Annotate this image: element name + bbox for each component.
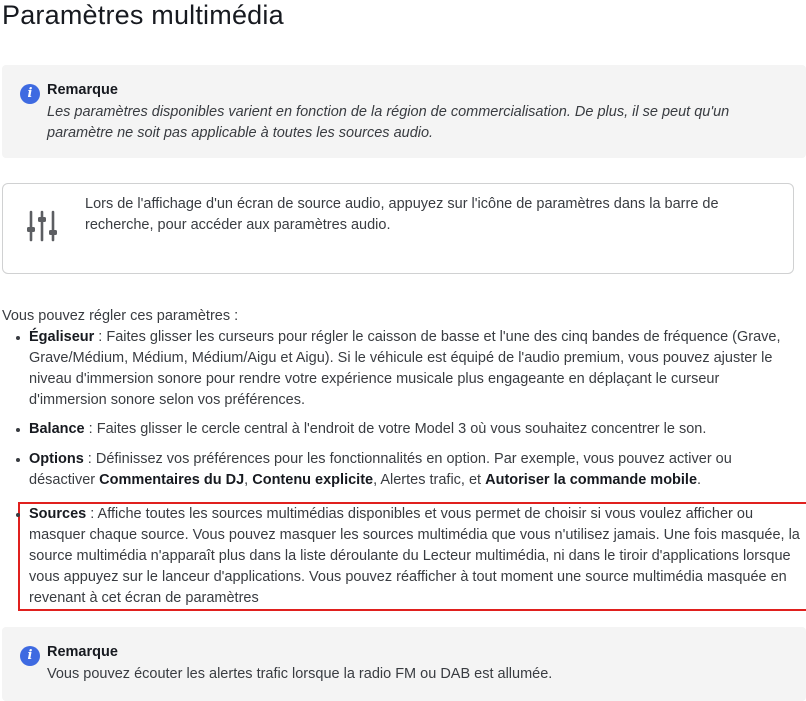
list-item-sources-highlighted [20, 504, 806, 609]
settings-intro: Vous pouvez régler ces paramètres : [2, 308, 239, 324]
item-description: : Définissez vos préférences pour les fonctionnalités en option. Par exemple, vous pouvez activer ou désactiver [29, 451, 732, 488]
note-body: Les paramètres disponibles varient en fonction de la région de commercialisation. De plus, il se peut qu'un paramètre ne soit pas applicable à toutes les sources audio. [47, 104, 730, 141]
option-explicit-content: Contenu explicite [252, 472, 374, 488]
option-mobile-control: Autoriser la commande mobile [485, 472, 698, 488]
settings-list [0, 327, 806, 609]
info-icon: i [20, 84, 40, 104]
list-item-balance [0, 419, 806, 440]
term-label: Balance [29, 421, 85, 437]
term-label: Égaliseur [29, 329, 95, 345]
term-label: Sources [29, 506, 87, 522]
item-description: . [697, 472, 702, 488]
tip-text: Lors de l'affichage d'un écran de source audio, appuyez sur l'icône de paramètres dans la barre de recherche, pour accéder aux paramètres audio. [85, 196, 719, 233]
option-dj-commentary: Commentaires du DJ [99, 472, 245, 488]
item-description: , Alertes trafic, et [373, 472, 486, 488]
note-title: Remarque [47, 644, 118, 660]
info-icon: i [20, 646, 40, 666]
separator: , [244, 472, 253, 488]
list-item-options [0, 449, 806, 491]
note-title: Remarque [47, 82, 118, 98]
item-description: : Affiche toutes les sources multimédias disponibles et vous permet de choisir si vous voulez afficher ou masquer chaque source. Vous pouvez masquer les sources multimédia que vous n'utilisez jamais. Une fois masquée, la source multimédia n'apparaît plus dans la liste déroulante du Lecteur multimédia, ni dans le tiroir d'applications lorsque vous appuyez sur le lanceur d'applications. Vous pouvez réafficher à tout moment une source multimédia masquée en revenant à cet écran de paramètres [29, 506, 800, 606]
sliders-icon [25, 208, 59, 244]
term-label: Options [29, 451, 84, 467]
note-body: Vous pouvez écouter les alertes trafic lorsque la radio FM ou DAB est allumée. [47, 666, 553, 682]
item-description: : Faites glisser les curseurs pour régler le caisson de basse et l'une des cinq bandes de fréquence (Grave, Grave/Médium, Médium, Médium/Aigu et Aigu). Si le véhicule est équipé de l'audio premium, vous pouvez ajuster le niveau d'immersion sonore pour rendre votre expérience musicale plus engageante en déplaçant le curseur d'immersion sonore selon vos préférences. [29, 329, 781, 408]
item-description: : Faites glisser le cercle central à l'endroit de votre Model 3 où vous souhaitez concentrer le son. [84, 421, 707, 437]
note-box [2, 65, 806, 158]
list-item-equalizer [0, 327, 806, 411]
note-box [2, 627, 806, 701]
page-title: Paramètres multimédia [2, 0, 284, 30]
settings-tip-card [2, 183, 794, 274]
